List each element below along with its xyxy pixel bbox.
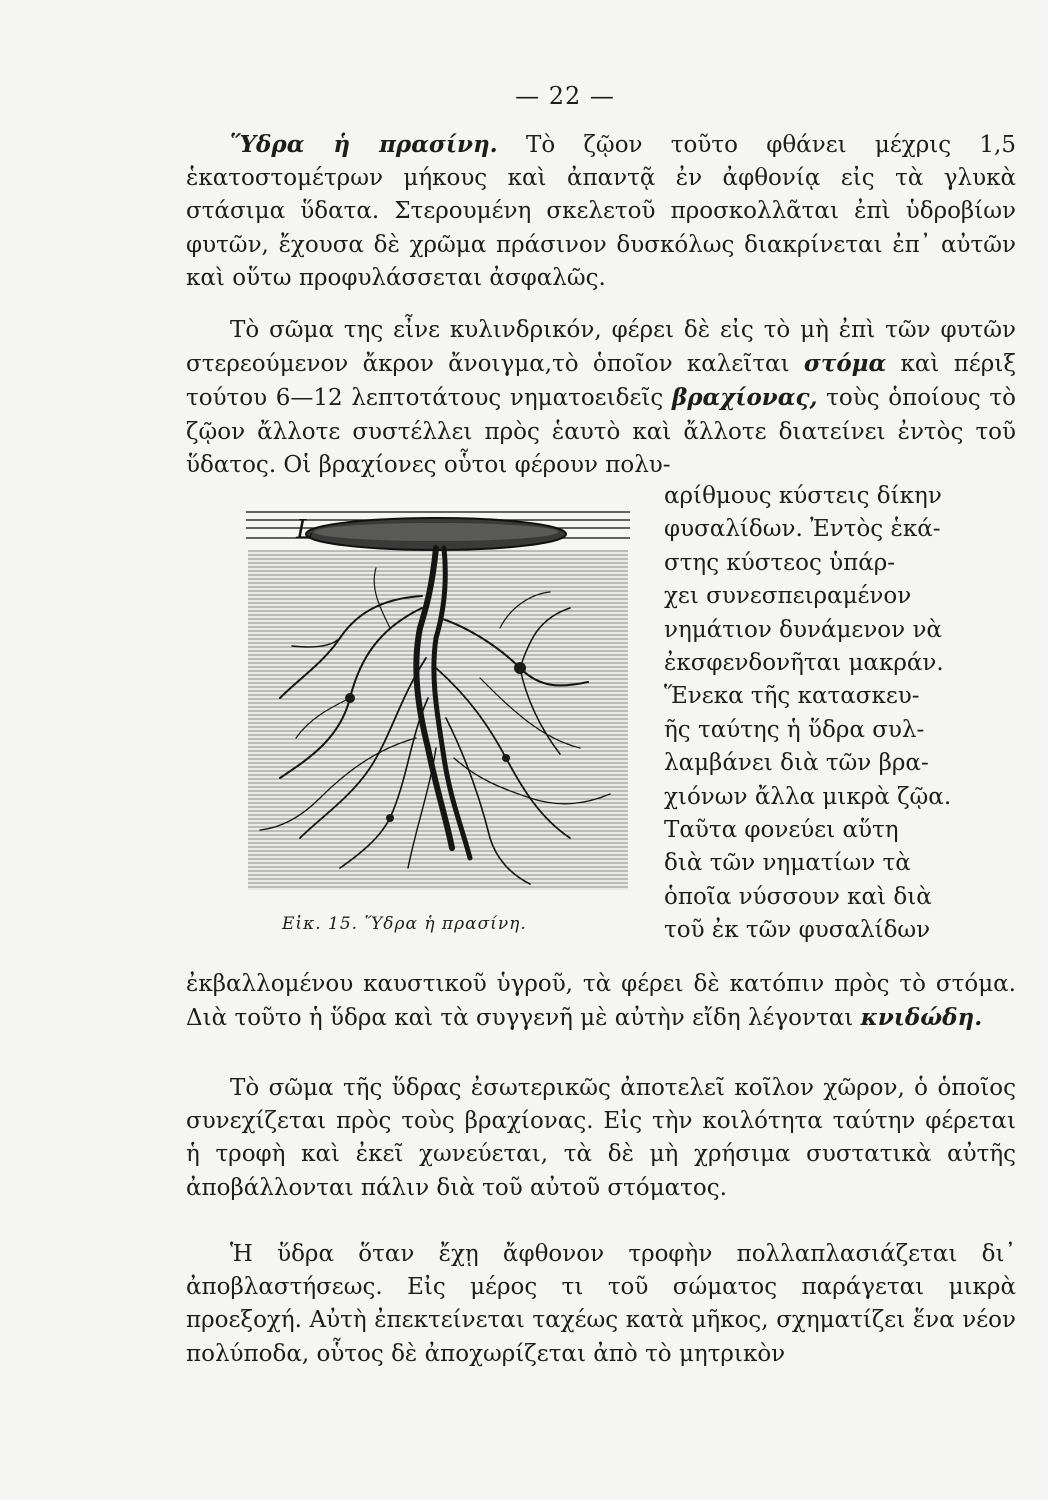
side-line: φυσαλίδων. Ἐντὸς ἑκά- <box>664 516 941 543</box>
side-line: χιόνων ἄλλα μικρὰ ζῷα. <box>664 783 952 810</box>
term-brachionas: βραχίονας, <box>671 384 818 412</box>
after-figure-text: ἐκβαλλομένου καυστικοῦ ὑγροῦ, τὰ φέρει δὲ κατόπιν πρὸς τὸ στόμα. Διὰ τοῦτο ἡ ὕδρα καὶ τὰ συγγενῆ μὲ αὐτὴν εἴδη λέγονται <box>186 971 1016 1032</box>
side-line: στης κύστεος ὑπάρ- <box>664 549 896 576</box>
side-line: χει συνεσπειραμένον <box>664 583 912 610</box>
paragraph-2-part1: Τὸ σῶμα της εἶνε κυλινδρικόν, φέρει δὲ εἰς τὸ μὴ ἐπὶ τῶν φυτῶν στερεούμενον ἄκρον ἄνοιγμα,τὸ ὁποῖον καλεῖται <box>186 317 1016 378</box>
side-line: Ἕνεκα τῆς κατασκευ- <box>664 683 920 710</box>
figure-label: L <box>296 515 314 545</box>
paragraph-hydra-intro <box>186 128 1016 295</box>
paragraph-1-text: Τὸ ζῷον τοῦτο φθάνει μέχρις 1,5 ἑκατοστομέτρων μήκους καὶ ἀπαντᾷ ἐν ἀφθονίᾳ εἰς τὰ γλυκὰ στάσιμα ὕδατα. Στερουμένη σκελετοῦ προσκολλᾶται ἐπὶ ὑδροβίων φυτῶν, ἔχουσα δὲ χρῶμα πράσινον δυσκόλως διακρίνεται ἐπ᾽ αὐτῶν καὶ οὕτω προφυλάσσεται ἀσφαλῶς. <box>186 132 1017 291</box>
side-line: τοῦ ἐκ τῶν φυσαλίδων <box>664 917 931 944</box>
side-line: Ταῦτα φονεύει αὕτη <box>664 816 899 843</box>
side-line: νημάτιον δυνάμενον νὰ <box>664 616 942 643</box>
side-line: διὰ τῶν νηματίων τὰ <box>664 850 911 877</box>
side-line: ἐκσφενδονῆται μακράν. <box>664 649 944 676</box>
page-number: — 22 — <box>515 82 615 110</box>
hydra-drawing <box>240 498 652 910</box>
paragraph-internal-cavity <box>186 1072 1016 1205</box>
paragraph-3-text: Τὸ σῶμα τῆς ὕδρας ἐσωτερικῶς ἀποτελεῖ κοῖλον χῶρον, ὁ ὁποῖος συνεχίζεται πρὸς τοὺς βραχίονας. Εἰς τὴν κοιλότητα ταύτην φέρεται ἡ τροφὴ καὶ ἐκεῖ χωνεύεται, τὰ δὲ μὴ χρήσιμα συστατικὰ αὐτῆς ἀποβάλλονται πάλιν διὰ τοῦ αὐτοῦ στόματος. <box>186 1075 1016 1201</box>
paragraph-4-text: Ἡ ὕδρα ὅταν ἔχῃ ἄφθονον τροφὴν πολλαπλασιάζεται δι᾽ ἀποβλαστήσεως. Εἰς μέρος τι τοῦ σώματος παράγεται μικρὰ προεξοχή. Αὐτὴ ἐπεκτείνεται ταχέως κατὰ μῆκος, σχηματίζει ἕνα νέον πολύποδα, οὗτος δὲ ἀποχωρίζεται ἀπὸ τὸ μητρικὸν <box>186 1241 1016 1367</box>
paragraph-budding <box>186 1238 1016 1371</box>
term-stoma: στόμα <box>803 350 887 378</box>
paragraph-2-part3: τοὺς ὁποίους τὸ ζῷον ἄλλοτε συστέλλει πρὸς ἑαυτὸ καὶ ἄλλοτε διατείνει ἐντὸς τοῦ ὕδατος. Οἱ βραχίονες οὗτοι φέρουν πολυ- <box>186 385 1017 478</box>
term-hydra: Ὕδρα ἡ πρασίνη. <box>230 131 498 158</box>
side-line: ὁποῖα νύσσουν καὶ διὰ <box>664 883 932 910</box>
paragraph-body-description <box>186 314 1016 482</box>
side-line: ῆς ταύτης ἡ ὕδρα συλ- <box>664 716 925 743</box>
hydra-illustration <box>240 498 652 910</box>
term-knidodi: κνιδώδη. <box>860 1004 983 1032</box>
figure-caption: Εἰκ. 15. Ὕδρα ἡ πρασίνη. <box>282 914 527 934</box>
paragraph-after-figure <box>186 968 1016 1035</box>
side-line: αρίθμους κύστεις δίκην <box>664 483 942 509</box>
side-text-column <box>664 480 1016 947</box>
side-line: λαμβάνει διὰ τῶν βρα- <box>664 750 929 777</box>
paragraph-2-part2: καὶ πέριξ τούτου 6—12 λεπτοτάτους νηματοειδεῖς <box>186 351 1016 412</box>
